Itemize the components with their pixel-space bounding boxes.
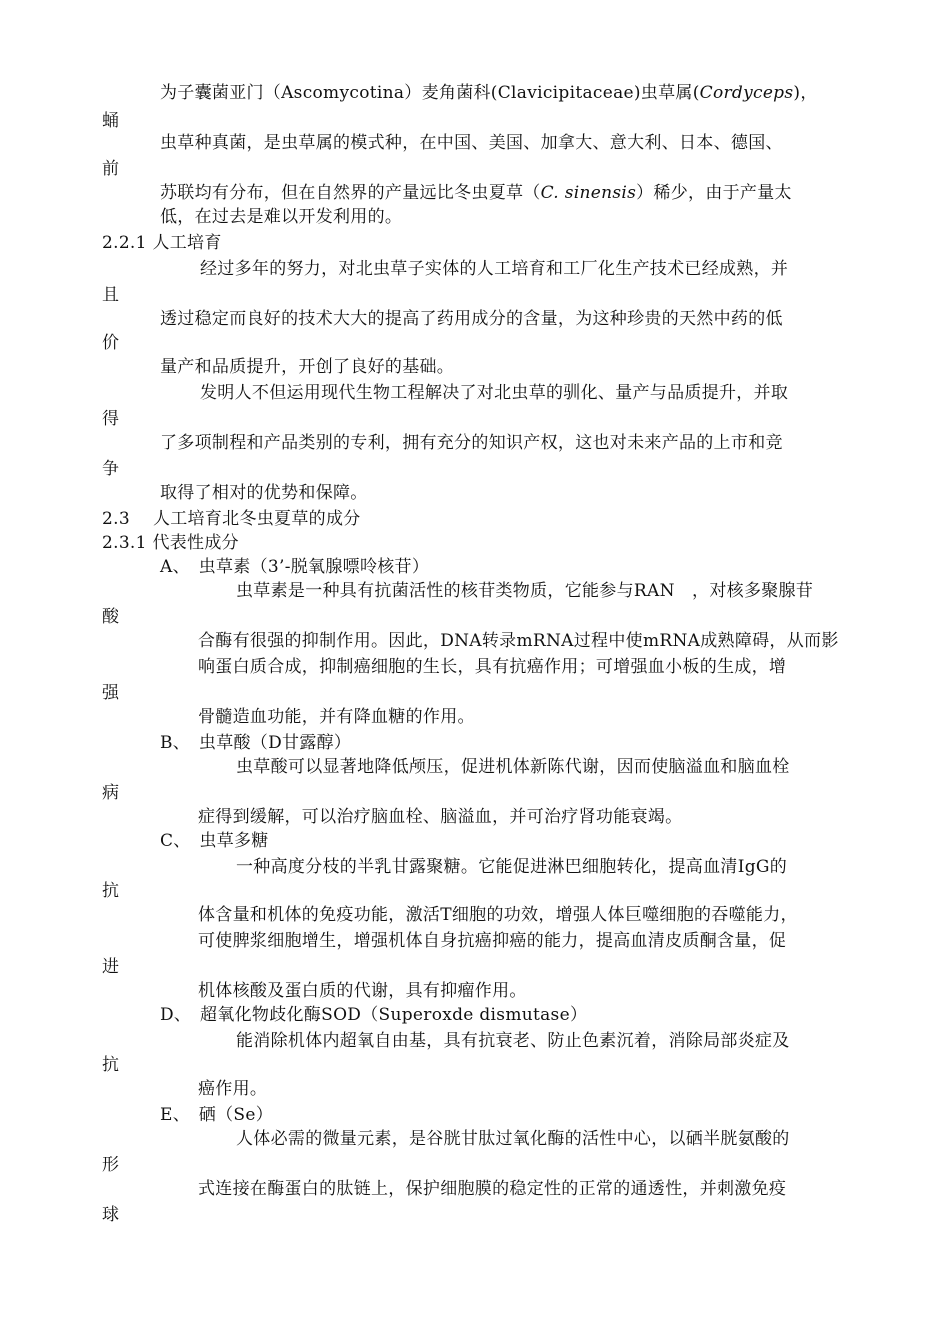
text-segment: 争 bbox=[102, 459, 120, 479]
text-segment: D、 超氧化物歧化酶SOD（Superoxde dismutase） bbox=[160, 1005, 588, 1025]
text-segment: 进 bbox=[102, 957, 120, 977]
text-segment: E、 硒（Se） bbox=[160, 1105, 274, 1125]
text-line bbox=[198, 1078, 267, 1100]
text-segment: 式连接在酶蛋白的肽链上，保护细胞膜的稳定性的正常的通透性，并刺激免疫 bbox=[198, 1179, 787, 1199]
text-line bbox=[160, 482, 368, 504]
text-line bbox=[102, 332, 119, 354]
text-segment: 苏联均有分布，但在自然界的产量远比冬虫夏草（ bbox=[160, 183, 541, 203]
text-segment: 量产和品质提升，开创了良好的基础。 bbox=[160, 357, 455, 377]
text-line bbox=[200, 258, 788, 280]
text-segment: 2.3 人工培育北冬虫夏草的成分 bbox=[102, 509, 361, 529]
text-line bbox=[198, 806, 682, 828]
text-segment: 一种高度分枝的半乳甘露聚糖。它能促进淋巴细胞转化，提高血清IgG的 bbox=[236, 857, 788, 877]
text-segment: 虫草种真菌，是虫草属的模式种，在中国、美国、加拿大、意大利、日本、德国、 bbox=[160, 133, 783, 153]
text-line bbox=[198, 980, 527, 1002]
text-line bbox=[160, 1004, 587, 1026]
text-segment: B、 虫草酸（D甘露醇） bbox=[160, 733, 352, 753]
text-segment: 可使脾浆细胞增生，增强机体自身抗癌抑癌的能力，提高血清皮质酮含量，促 bbox=[198, 931, 787, 951]
text-line bbox=[102, 408, 119, 430]
text-line bbox=[198, 904, 798, 926]
text-segment: 酸 bbox=[102, 607, 120, 627]
text-line bbox=[102, 458, 119, 480]
text-line bbox=[198, 706, 475, 728]
text-segment: 强 bbox=[102, 683, 120, 703]
text-segment: 低，在过去是难以开发利用的。 bbox=[160, 207, 403, 227]
text-line bbox=[102, 508, 361, 530]
text-line bbox=[102, 880, 119, 902]
text-segment: 症得到缓解，可以治疗脑血栓、脑溢血，并可治疗肾功能衰竭。 bbox=[198, 807, 683, 827]
text-segment: 抗 bbox=[102, 881, 120, 901]
text-segment: 骨髓造血功能，并有降血糖的作用。 bbox=[198, 707, 475, 727]
text-line bbox=[102, 606, 119, 628]
text-segment: A、 虫草素（3’-脱氧腺嘌呤核苷） bbox=[160, 557, 430, 577]
text-segment: 机体核酸及蛋白质的代谢，具有抑瘤作用。 bbox=[198, 981, 527, 1001]
text-segment: 价 bbox=[102, 333, 120, 353]
text-line bbox=[200, 382, 788, 404]
text-line bbox=[236, 756, 790, 778]
text-line bbox=[160, 82, 818, 104]
text-line bbox=[160, 556, 429, 578]
text-line bbox=[160, 356, 454, 378]
text-segment: 发明人不但运用现代生物工程解决了对北虫草的驯化、量产与品质提升，并取 bbox=[200, 383, 789, 403]
text-segment: 为子囊菌亚门（Ascomycotina）麦角菌科(Clavicipitaceae)虫草属( bbox=[160, 83, 700, 103]
text-line bbox=[160, 1104, 273, 1126]
text-line bbox=[160, 206, 402, 228]
text-segment: 虫草酸可以显著地降低颅压，促进机体新陈代谢，因而使脑溢血和脑血栓 bbox=[236, 757, 790, 777]
text-segment: 球 bbox=[102, 1205, 120, 1225]
text-segment: 癌作用。 bbox=[198, 1079, 268, 1099]
text-line bbox=[236, 580, 813, 602]
text-line bbox=[236, 856, 787, 878]
text-segment: C、 虫草多糖 bbox=[160, 831, 269, 851]
text-segment: ）稀少，由于产量太 bbox=[636, 183, 792, 203]
text-segment: 蛹 bbox=[102, 111, 120, 131]
text-line bbox=[102, 1054, 119, 1076]
text-line bbox=[198, 930, 786, 952]
text-line bbox=[160, 432, 783, 454]
text-segment: 形 bbox=[102, 1155, 120, 1175]
text-segment: 能消除机体内超氧自由基，具有抗衰老、防止色素沉着，消除局部炎症及 bbox=[236, 1031, 790, 1051]
italic-text-segment: Cordyceps bbox=[699, 83, 794, 103]
text-segment: 前 bbox=[102, 159, 120, 179]
text-line bbox=[236, 1128, 790, 1150]
text-line bbox=[102, 682, 119, 704]
text-segment: 体含量和机体的免疫功能，激活T细胞的功效，增强人体巨噬细胞的吞噬能力， bbox=[198, 905, 798, 925]
text-line bbox=[160, 182, 792, 204]
text-line bbox=[160, 830, 269, 852]
text-line bbox=[160, 308, 783, 330]
text-line bbox=[198, 1178, 786, 1200]
text-segment: )， bbox=[793, 83, 818, 103]
text-segment: 响蛋白质合成，抑制癌细胞的生长，具有抗癌作用；可增强血小板的生成，增 bbox=[198, 657, 787, 677]
text-line bbox=[198, 656, 786, 678]
text-line bbox=[198, 630, 839, 652]
text-line bbox=[102, 532, 239, 554]
text-segment: 取得了相对的优势和保障。 bbox=[160, 483, 368, 503]
text-segment: 抗 bbox=[102, 1055, 120, 1075]
text-segment: 合酶有很强的抑制作用。因此，DNA转录mRNA过程中使mRNA成熟障碍，从而影 bbox=[198, 631, 839, 651]
text-line bbox=[102, 782, 119, 804]
text-line bbox=[236, 1030, 790, 1052]
text-segment: 透过稳定而良好的技术大大的提高了药用成分的含量，为这种珍贵的天然中药的低 bbox=[160, 309, 783, 329]
text-segment: 2.2.1 人工培育 bbox=[102, 233, 222, 253]
text-segment: 2.3.1 代表性成分 bbox=[102, 533, 239, 553]
text-line bbox=[102, 1154, 119, 1176]
text-segment: 病 bbox=[102, 783, 120, 803]
text-line bbox=[102, 110, 119, 132]
text-segment: 且 bbox=[102, 285, 120, 305]
text-line bbox=[102, 284, 119, 306]
text-line bbox=[160, 132, 783, 154]
text-segment: 得 bbox=[102, 409, 120, 429]
text-segment: 人体必需的微量元素，是谷胱甘肽过氧化酶的活性中心，以硒半胱氨酸的 bbox=[236, 1129, 790, 1149]
text-segment: 虫草素是一种具有抗菌活性的核苷类物质，它能参与RAN ，对核多聚腺苷 bbox=[236, 581, 814, 601]
italic-text-segment: C. sinensis bbox=[540, 183, 637, 203]
text-line bbox=[102, 1204, 119, 1226]
text-segment: 了多项制程和产品类别的专利，拥有充分的知识产权，这也对未来产品的上市和竞 bbox=[160, 433, 783, 453]
text-line bbox=[102, 232, 222, 254]
text-segment: 经过多年的努力，对北虫草子实体的人工培育和工厂化生产技术已经成熟，并 bbox=[200, 259, 789, 279]
text-line bbox=[102, 158, 119, 180]
text-line bbox=[160, 732, 351, 754]
text-line bbox=[102, 956, 119, 978]
